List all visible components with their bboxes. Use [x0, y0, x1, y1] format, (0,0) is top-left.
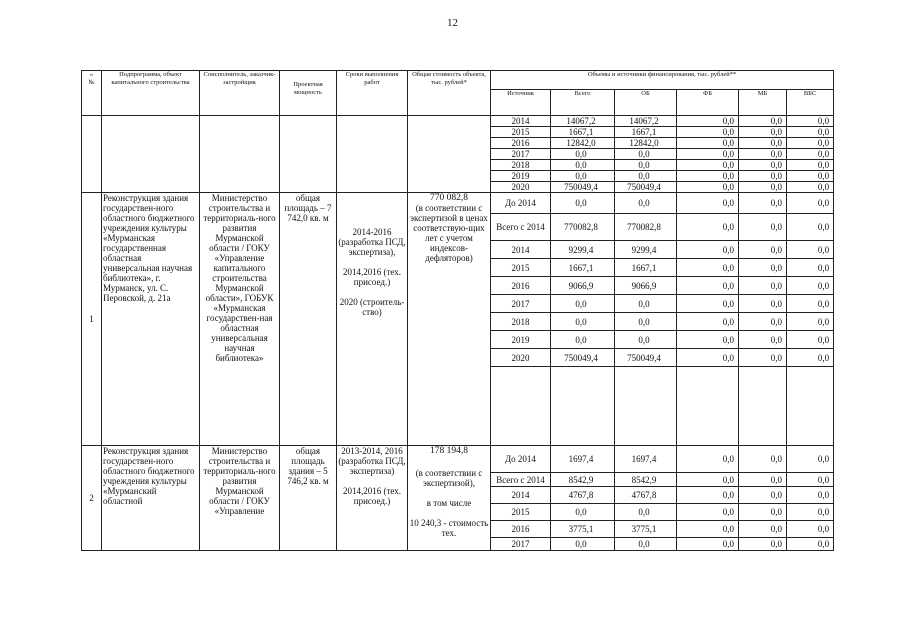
cell-ob: 0,0 [615, 193, 677, 214]
cell-mb: 0,0 [739, 331, 787, 349]
cell-ob: 14067,2 [615, 116, 677, 127]
header-co-executor: Соисполнитель, заказчик-застройщик [200, 71, 280, 116]
cell-fb: 0,0 [677, 473, 739, 487]
cell-mb: 0,0 [739, 160, 787, 171]
cell-fb: 0,0 [677, 349, 739, 367]
cell-mb: 0,0 [739, 538, 787, 551]
cell-vbs: 0,0 [787, 214, 834, 241]
header-program: Подпрограмма, объект капитального строительства [102, 71, 200, 116]
cell-ob: 0,0 [615, 295, 677, 313]
cell-vbs: 0,0 [787, 182, 834, 193]
cell-ob: 0,0 [615, 504, 677, 521]
cell-total: 0,0 [551, 504, 615, 521]
empty-cell [82, 116, 102, 193]
object2-co-executor: Министерство строительства и территориаль-ного развития Мурманской области / ГОКУ «Управление [200, 446, 280, 551]
header-total: Всего [551, 89, 615, 115]
page-number: 12 [447, 17, 458, 29]
cell-year: 2016 [491, 521, 551, 538]
cell-total: 1667,1 [551, 127, 615, 138]
cell-vbs: 0,0 [787, 504, 834, 521]
cell-year: До 2014 [491, 446, 551, 473]
cell-total: 750049,4 [551, 182, 615, 193]
cell-total: 0,0 [551, 538, 615, 551]
cell-total: 4767,8 [551, 487, 615, 504]
cell-fb: 0,0 [677, 259, 739, 277]
cell-ob: 0,0 [615, 171, 677, 182]
cell-fb: 0,0 [677, 313, 739, 331]
cell-mb: 0,0 [739, 116, 787, 127]
cell-total: 0,0 [551, 149, 615, 160]
cell-total: 0,0 [551, 313, 615, 331]
cell-fb: 0,0 [677, 331, 739, 349]
cell-fb: 0,0 [677, 214, 739, 241]
cell-ob: 0,0 [615, 331, 677, 349]
cell-fb: 0,0 [677, 160, 739, 171]
cell-total: 1697,4 [551, 446, 615, 473]
cell-year: 2016 [491, 277, 551, 295]
cell-year: 2016 [491, 138, 551, 149]
cell-mb: 0,0 [739, 473, 787, 487]
cell-ob: 0,0 [615, 313, 677, 331]
object2-name: Реконструкция здания государствен-ного областного бюджетного учреждения культуры «Мурманский областной [102, 446, 200, 551]
cell-vbs: 0,0 [787, 295, 834, 313]
object1-total-cost [408, 193, 491, 446]
cell-ob: 750049,4 [615, 182, 677, 193]
empty-cell [102, 116, 200, 193]
cell-mb: 0,0 [739, 521, 787, 538]
cell-vbs: 0,0 [787, 149, 834, 160]
cell-ob: 1667,1 [615, 259, 677, 277]
cell-mb: 0,0 [739, 349, 787, 367]
cell-year: 2018 [491, 160, 551, 171]
cell-mb: 0,0 [739, 171, 787, 182]
cell-total: 0,0 [551, 193, 615, 214]
cell-year: 2015 [491, 259, 551, 277]
header-terms: Сроки выполнения работ [337, 71, 408, 116]
cell-mb: 0,0 [739, 277, 787, 295]
cell-vbs: 0,0 [787, 160, 834, 171]
cell-total: 12842,0 [551, 138, 615, 149]
cell-vbs: 0,0 [787, 116, 834, 127]
cell-year: До 2014 [491, 193, 551, 214]
empty-cell [280, 116, 337, 193]
cell-mb: 0,0 [739, 313, 787, 331]
empty-cell [337, 116, 408, 193]
cell-fb: 0,0 [677, 446, 739, 473]
cell-year: Всего с 2014 [491, 473, 551, 487]
cell-total: 1667,1 [551, 259, 615, 277]
cell-vbs: 0,0 [787, 473, 834, 487]
cell-mb: 0,0 [739, 214, 787, 241]
object1-capacity: общая площадь – 7 742,0 кв. м [280, 193, 337, 446]
cell-vbs: 0,0 [787, 521, 834, 538]
empty-cell [739, 367, 787, 446]
table-row [82, 116, 834, 127]
object2-body [82, 446, 834, 551]
header-vbs: ВБС [787, 89, 834, 115]
cell-vbs: 0,0 [787, 138, 834, 149]
cell-year: 2017 [491, 149, 551, 160]
cell-year: 2019 [491, 171, 551, 182]
cell-mb: 0,0 [739, 295, 787, 313]
cell-vbs: 0,0 [787, 259, 834, 277]
object1-co-executor: Министерство строительства и территориаль-ного развития Мурманской области / ГОКУ «Управление капитального строительства Мурманской области», ГОБУК «Мурманская государствен-ная областная универсальная научная библиотека» [200, 193, 280, 446]
table-row [82, 193, 834, 214]
cell-fb: 0,0 [677, 521, 739, 538]
cell-mb: 0,0 [739, 504, 787, 521]
cell-year: 2017 [491, 538, 551, 551]
object2-term: 2013-2014, 2016 (разработка ПСД, экспертиза) [338, 446, 406, 476]
cell-ob: 9066,9 [615, 277, 677, 295]
object2-term: 2014,2016 (тех. присоед.) [342, 486, 402, 506]
cell-year: 2020 [491, 182, 551, 193]
cell-fb: 0,0 [677, 138, 739, 149]
cell-fb: 0,0 [677, 538, 739, 551]
empty-cell [677, 367, 739, 446]
empty-cell [200, 116, 280, 193]
object2-terms [337, 446, 408, 551]
cell-mb: 0,0 [739, 138, 787, 149]
cell-year: 2015 [491, 127, 551, 138]
object2-num: 2 [82, 446, 102, 551]
header-total-cost: Общая стоимость объекта, тыс. рублей* [408, 71, 491, 116]
cell-ob: 0,0 [615, 538, 677, 551]
cell-total: 0,0 [551, 171, 615, 182]
cell-total: 770082,8 [551, 214, 615, 241]
cell-fb: 0,0 [677, 504, 739, 521]
cell-vbs: 0,0 [787, 331, 834, 349]
object2-capacity: общая площадь здания – 5 746,2 кв. м [280, 446, 337, 551]
header-fb: ФБ [677, 89, 739, 115]
cell-total: 14067,2 [551, 116, 615, 127]
cell-total: 0,0 [551, 295, 615, 313]
cell-vbs: 0,0 [787, 487, 834, 504]
cell-year: 2015 [491, 504, 551, 521]
empty-cell [787, 367, 834, 446]
cell-year: 2020 [491, 349, 551, 367]
cell-fb: 0,0 [677, 487, 739, 504]
empty-cell [491, 367, 551, 446]
cell-fb: 0,0 [677, 116, 739, 127]
cell-ob: 0,0 [615, 149, 677, 160]
cell-ob: 750049,4 [615, 349, 677, 367]
cell-vbs: 0,0 [787, 241, 834, 259]
cell-total: 9299,4 [551, 241, 615, 259]
cell-year: Всего с 2014 [491, 214, 551, 241]
empty-cell [408, 116, 491, 193]
header-ob: ОБ [615, 89, 677, 115]
header-num-label: № [88, 79, 95, 86]
cell-total: 750049,4 [551, 349, 615, 367]
header-funding: Объемы и источники финансирования, тыс. рублей** [491, 71, 834, 90]
table-row [82, 446, 834, 473]
funding-table [81, 70, 834, 551]
cell-ob: 1667,1 [615, 127, 677, 138]
cell-ob: 0,0 [615, 160, 677, 171]
cell-year: 2019 [491, 331, 551, 349]
empty-cell [615, 367, 677, 446]
cell-ob: 4767,8 [615, 487, 677, 504]
cell-total: 3775,1 [551, 521, 615, 538]
object1-num: 1 [82, 193, 102, 446]
cell-fb: 0,0 [677, 193, 739, 214]
cell-fb: 0,0 [677, 171, 739, 182]
cell-mb: 0,0 [739, 487, 787, 504]
object1-cost-note: (в соответствии с экспертизой в ценах соответствую-щих лет с учетом индексов-дефляторов) [410, 203, 488, 263]
cell-total: 9066,9 [551, 277, 615, 295]
header-source: Источник [491, 89, 551, 115]
cell-ob: 9299,4 [615, 241, 677, 259]
cell-year: 2014 [491, 241, 551, 259]
cell-fb: 0,0 [677, 295, 739, 313]
header-mb: МБ [739, 89, 787, 115]
cell-vbs: 0,0 [787, 349, 834, 367]
header-capacity: Проектная мощность [280, 71, 337, 116]
object1-terms [337, 193, 408, 446]
cell-ob: 8542,9 [615, 473, 677, 487]
cell-mb: 0,0 [739, 127, 787, 138]
cell-vbs: 0,0 [787, 277, 834, 295]
header-num [82, 71, 102, 116]
object1-term: 2014,2016 (тех. присоед.) [342, 267, 402, 287]
cell-fb: 0,0 [677, 277, 739, 295]
object2-total-cost [408, 446, 491, 551]
cell-mb: 0,0 [739, 446, 787, 473]
cell-mb: 0,0 [739, 259, 787, 277]
cell-year: 2014 [491, 116, 551, 127]
cell-vbs: 0,0 [787, 313, 834, 331]
cell-ob: 770082,8 [615, 214, 677, 241]
cell-vbs: 0,0 [787, 446, 834, 473]
cell-ob: 12842,0 [615, 138, 677, 149]
object2-cost-tech: 10 240,3 - стоимость тех. [409, 518, 489, 538]
cell-mb: 0,0 [739, 193, 787, 214]
cell-mb: 0,0 [739, 241, 787, 259]
cell-total: 8542,9 [551, 473, 615, 487]
cell-fb: 0,0 [677, 182, 739, 193]
cell-vbs: 0,0 [787, 127, 834, 138]
cell-ob: 1697,4 [615, 446, 677, 473]
object2-cost-note: (в соответствии с экспертизой), [415, 468, 483, 488]
object2-cost-incl: в том числе [426, 498, 472, 508]
cell-year: 2017 [491, 295, 551, 313]
object2-cost-value: 178 194,8 [430, 446, 468, 456]
object1-term: 2014-2016 (разработка ПСД, экспертиза), [338, 227, 406, 257]
empty-cell [551, 367, 615, 446]
cell-mb: 0,0 [739, 149, 787, 160]
prev-object-body [82, 116, 834, 193]
cell-vbs: 0,0 [787, 538, 834, 551]
object1-cost-value: 770 082,8 [430, 193, 468, 203]
object1-body [82, 193, 834, 446]
cell-vbs: 0,0 [787, 171, 834, 182]
cell-year: 2014 [491, 487, 551, 504]
cell-fb: 0,0 [677, 149, 739, 160]
cell-total: 0,0 [551, 331, 615, 349]
cell-year: 2018 [491, 313, 551, 331]
cell-total: 0,0 [551, 160, 615, 171]
cell-ob: 3775,1 [615, 521, 677, 538]
header-row [82, 71, 834, 90]
cell-fb: 0,0 [677, 241, 739, 259]
cell-vbs: 0,0 [787, 193, 834, 214]
object1-name: Реконструкция здания государствен-ного областного бюджетного учреждения культуры «Мурманская государственная областная универсальная научная библиотека», г. Мурманск, ул. С. Перовской, д. 21а [102, 193, 200, 446]
object1-term: 2020 (строитель-ство) [339, 297, 405, 317]
cell-fb: 0,0 [677, 127, 739, 138]
header-num-prefix: « [89, 71, 94, 78]
cell-mb: 0,0 [739, 182, 787, 193]
